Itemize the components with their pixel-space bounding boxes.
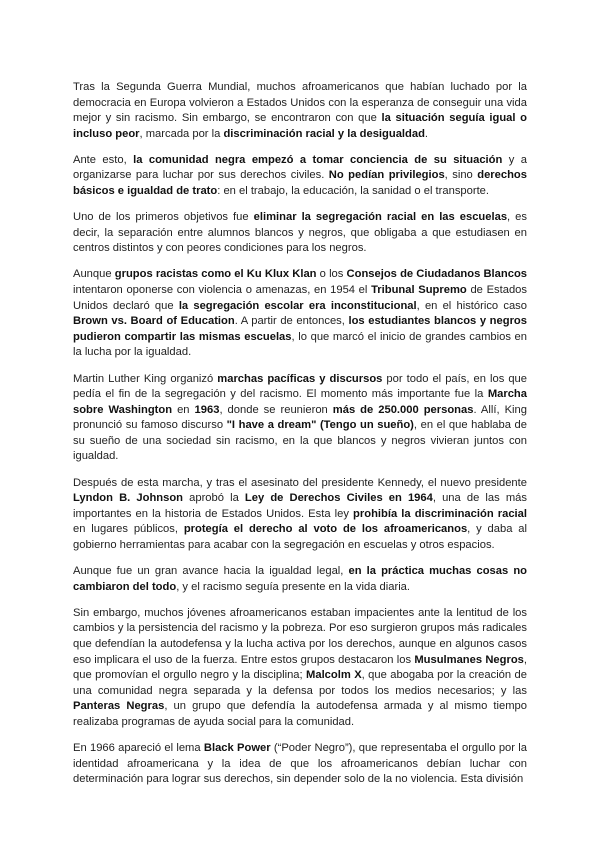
paragraph [73, 80, 527, 142]
text-run: de Estados Unidos declaró que [73, 284, 527, 312]
paragraph [73, 153, 527, 200]
text-run: , es decir, la separación entre alumnos blancos y negros, que obligaba a que estudiasen en centros distintos y con peores condiciones para los negros. [73, 211, 527, 255]
bold-text: "I have a dream" (Tengo un sueño) [226, 419, 414, 432]
bold-text: grupos racistas como el Ku Klux Klan [114, 268, 317, 281]
text-run: Martin Luther King organizó [73, 372, 218, 385]
document-page [73, 80, 527, 798]
text-run: , que promovían el orgullo negro y la disciplina; [73, 653, 527, 682]
bold-text: la situación seguía igual o incluso peor [73, 112, 527, 140]
text-run: , y el racismo seguía presente en la vida diaria. [176, 580, 411, 593]
paragraph [73, 267, 527, 361]
text-run: , donde se reunieron [219, 403, 333, 416]
text-run: en [172, 403, 195, 416]
text-run: Después de esta marcha, y tras el asesinato del presidente Kennedy, el nuevo presidente [73, 476, 527, 489]
text-run: , que abogaba por la creación de una comunidad negra separada y la defensa por todos los medios necesarios; y las [73, 669, 527, 697]
text-run: , y daba al gobierno herramientas para acabar con la segregación en escuelas y otros espacios. [73, 523, 527, 551]
text-run: , en el que hablaba de su sueño de una sociedad sin racismo, en la que blancos y negros vivieran juntos con igualdad. [73, 419, 527, 463]
bold-text: Malcolm X [306, 669, 362, 682]
paragraph [73, 606, 527, 731]
paragraph [73, 372, 527, 466]
text-run: Ante esto, [73, 153, 134, 166]
bold-text: discriminación racial y la desigualdad [223, 127, 425, 140]
bold-text: 1963 [194, 403, 220, 416]
text-run: : en el trabajo, la educación, la sanidad o el transporte. [217, 185, 490, 198]
text-run: Sin embargo, muchos jóvenes afroamericanos estaban impacientes ante la lentitud de los cambios y la persistencia del racismo y la pobreza. Por eso surgieron grupos más radicales que defendían la autodefensa y la lucha activa por los derechos, aunque en algunos casos eso implicara el uso de la fuerza. Entre estos grupos destacaron los [73, 606, 527, 666]
bold-text: Consejos de Ciudadanos Blancos [346, 268, 527, 281]
text-run: Tras la Segunda Guerra Mundial, muchos afroamericanos que habían luchado por la democracia en Europa volvieron a Estados Unidos con la esperanza de conseguir una vida mejor y sin racismo. Sin embargo, se encontraron con que [73, 81, 527, 125]
bold-text: la segregación escolar era inconstitucional [178, 299, 417, 312]
text-run: . Allí, King pronunció su famoso discurso [73, 403, 527, 432]
bold-text: los estudiantes blancos y negros pudieron compartir las mismas escuelas [73, 315, 527, 343]
text-run: Aunque fue un gran avance hacia la igualdad legal, [73, 565, 349, 578]
text-run: intentaron oponerse con violencia o amenazas, en 1954 el [73, 284, 372, 297]
bold-text: Panteras Negras [73, 700, 165, 713]
paragraph [73, 564, 527, 595]
text-run: en lugares públicos, [73, 523, 184, 536]
bold-text: en la práctica muchas cosas no cambiaron del todo [73, 565, 527, 593]
text-run: , marcada por la [139, 127, 224, 140]
bold-text: Tribunal Supremo [371, 284, 467, 297]
bold-text: prohibía la discriminación racial [353, 507, 527, 520]
bold-text: Ley de Derechos Civiles en 1964 [244, 492, 433, 505]
bold-text: marchas pacíficas y discursos [217, 372, 383, 385]
text-run: , sino [444, 169, 478, 182]
bold-text: eliminar la segregación racial en las escuelas [253, 211, 508, 224]
text-run: y a organizarse para luchar por sus derechos civiles. [73, 153, 527, 182]
text-run: por todo el país, en los que pedía el fin de la segregación y del racismo. El momento más importante fue la [73, 372, 527, 401]
text-run: , lo que marcó el inicio de grandes cambios en la lucha por la igualdad. [73, 330, 528, 359]
bold-text: protegía el derecho al voto de los afroamericanos [183, 523, 468, 536]
bold-text: Marcha sobre Washington [73, 388, 527, 416]
text-run: , un grupo que defendía la autodefensa armada y al mismo tiempo realizaba programas de ayuda social para la comunidad. [73, 700, 527, 728]
text-run: , una de las más importantes en la historia de Estados Unidos. Esta ley [73, 492, 527, 520]
bold-text: más de 250.000 personas [332, 403, 474, 416]
bold-text: la comunidad negra empezó a tomar conciencia de su situación [133, 153, 503, 166]
text-run: , en el histórico caso [416, 299, 527, 312]
text-run: Uno de los primeros objetivos fue [73, 211, 254, 224]
bold-text: Musulmanes Negros [414, 653, 524, 666]
paragraph [73, 210, 527, 257]
bold-text: Black Power [203, 741, 271, 754]
bold-text: Brown vs. Board of Education [73, 315, 235, 328]
bold-text: Lyndon B. Johnson [73, 492, 184, 505]
text-run: En 1966 apareció el lema [73, 741, 204, 754]
text-run: (“Poder Negro”), que representaba el orgullo por la identidad afroamericana y la idea de que los afroamericanos debían luchar con determinación para lograr sus derechos, sin depender solo de la no violencia. Esta división [73, 741, 528, 786]
bold-text: derechos básicos e igualdad de trato [73, 169, 527, 198]
text-run: . A partir de entonces, [234, 315, 349, 328]
text-run: . [424, 127, 429, 140]
paragraph [73, 741, 527, 788]
text-run: o los [316, 268, 347, 281]
text-run: aprobó la [183, 492, 245, 505]
bold-text: No pedían privilegios [328, 169, 445, 182]
text-run: Aunque [73, 268, 115, 281]
paragraph [73, 476, 527, 554]
